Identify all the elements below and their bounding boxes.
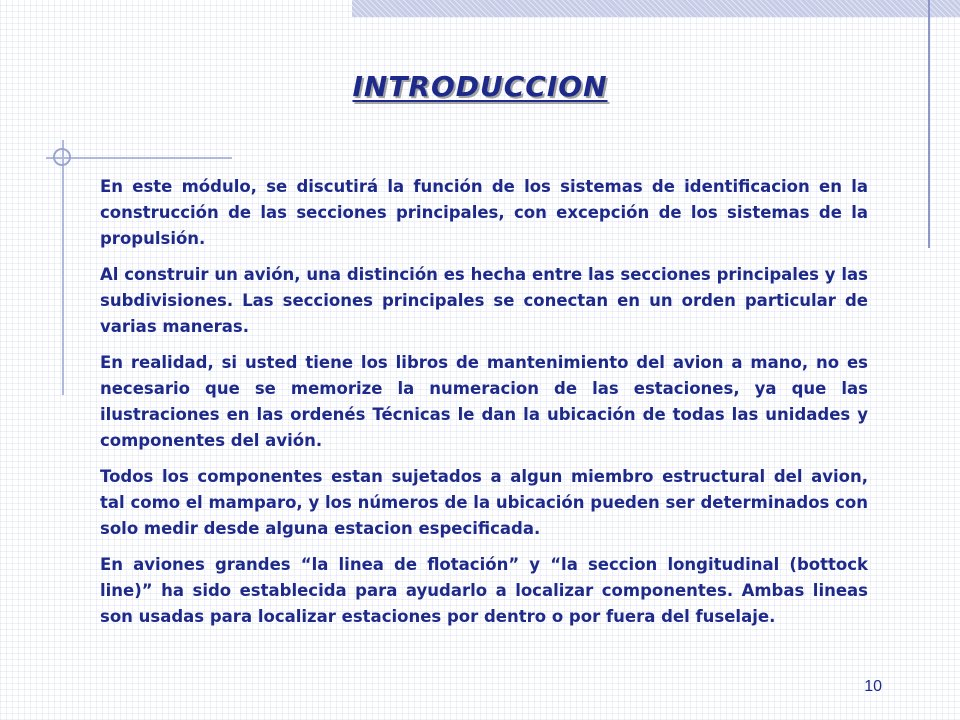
decorative-left-horizontal-line (46, 157, 232, 159)
paragraph-1: En este módulo, se discutirá la función de los sistemas de identificacion en la construcción de las secciones principales, con excepción de los sistemas de la propulsión. (100, 177, 868, 248)
paragraph-4: Todos los componentes estan sujetados a algun miembro estructural del avion, tal como el mamparo, y los números de la ubicación pueden ser determinados con solo medir desde alguna estacion especificada. (100, 467, 868, 538)
decorative-right-vertical-line (928, 0, 930, 248)
decorative-left-vertical-line (62, 140, 64, 395)
page-number: 10 (864, 678, 882, 695)
decorative-corner-circle-icon (53, 148, 71, 166)
slide-title: INTRODUCCION (352, 70, 608, 103)
body-text (100, 174, 868, 640)
decorative-top-band (352, 0, 960, 17)
paragraph-3: En realidad, si usted tiene los libros de mantenimiento del avion a mano, no es necesario que se memorize la numeracion de las estaciones, ya que las ilustraciones en las ordenés Técnicas le dan la ubicación de todas las unidades y componentes del avión. (100, 353, 868, 450)
paragraph-5: En aviones grandes “la linea de flotación” y “la seccion longitudinal (bottock line)” ha sido establecida para ayudarlo a localizar componentes. Ambas lineas son usadas para localizar estaciones por dentro o por fuera del fuselaje. (100, 555, 868, 626)
paragraph-2: Al construir un avión, una distinción es hecha entre las secciones principales y las subdivisiones. Las secciones principales se conectan en un orden particular de varias maneras. (100, 265, 868, 336)
